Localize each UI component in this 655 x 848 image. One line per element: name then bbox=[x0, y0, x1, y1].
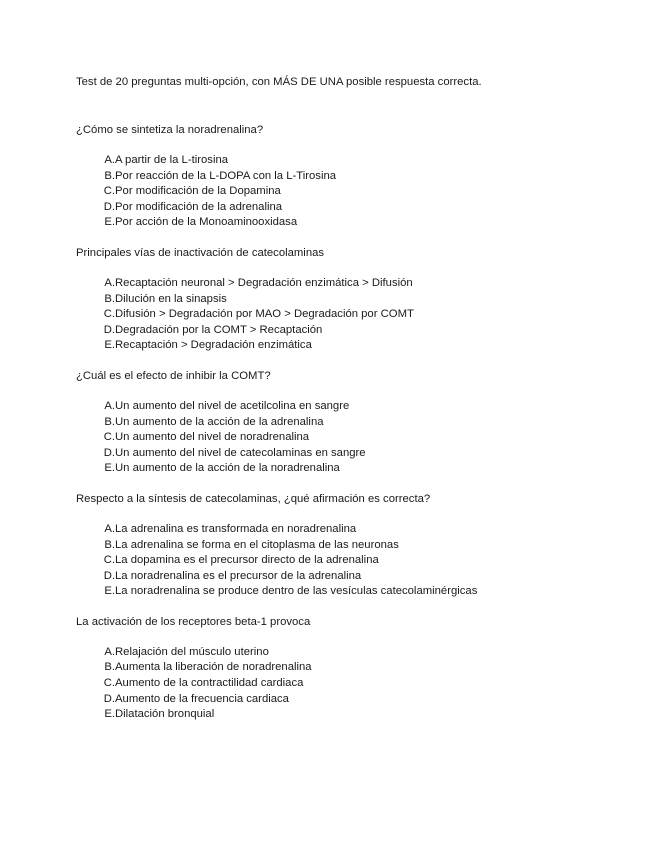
option-text: Un aumento del nivel de acetilcolina en sangre bbox=[115, 399, 350, 412]
option-d bbox=[76, 446, 636, 462]
question-1 bbox=[76, 123, 636, 231]
question-2 bbox=[76, 246, 636, 354]
option-text: Por modificación de la Dopamina bbox=[115, 185, 281, 198]
option-d bbox=[76, 569, 636, 585]
option-text: Por reacción de la L-DOPA con la L-Tirosina bbox=[115, 169, 337, 182]
option-text: A partir de la L-tirosina bbox=[115, 154, 229, 166]
option-text: Un aumento del nivel de noradrenalina bbox=[115, 431, 310, 444]
option-letter: C. bbox=[103, 677, 115, 690]
option-letter: A. bbox=[104, 399, 115, 412]
option-e bbox=[76, 215, 636, 231]
option-letter: A. bbox=[104, 645, 115, 658]
option-letter: C. bbox=[103, 554, 115, 567]
question-4 bbox=[76, 492, 636, 600]
option-b bbox=[76, 538, 636, 554]
question-list bbox=[76, 123, 636, 738]
option-letter: D. bbox=[103, 569, 115, 582]
intro-text: Test de 20 preguntas multi-opción, con MÁS DE UNA posible respuesta correcta. bbox=[76, 76, 482, 88]
option-text: Aumento de la frecuencia cardiaca bbox=[115, 692, 289, 705]
option-letter: D. bbox=[103, 323, 115, 336]
option-text: Dilatación bronquial bbox=[115, 708, 215, 721]
option-d bbox=[76, 200, 636, 216]
option-text: Recaptación > Degradación enzimática bbox=[115, 339, 312, 352]
option-b bbox=[76, 292, 636, 308]
option-text: Un aumento del nivel de catecolaminas en sangre bbox=[115, 446, 366, 459]
option-letter: A. bbox=[104, 154, 115, 166]
option-letter: B. bbox=[104, 538, 115, 551]
option-letter: E. bbox=[104, 216, 115, 229]
option-e bbox=[76, 338, 636, 354]
option-c bbox=[76, 307, 636, 323]
option-d bbox=[76, 692, 636, 708]
option-text: La adrenalina se forma en el citoplasma de las neuronas bbox=[115, 538, 399, 551]
option-a bbox=[76, 399, 636, 415]
question-text: Respecto a la síntesis de catecolaminas, ¿qué afirmación es correcta? bbox=[76, 492, 431, 505]
option-c bbox=[76, 553, 636, 569]
option-letter: D. bbox=[103, 446, 115, 459]
option-text: La noradrenalina es el precursor de la adrenalina bbox=[115, 569, 362, 582]
option-text: Difusión > Degradación por MAO > Degradación por COMT bbox=[115, 308, 414, 321]
option-d bbox=[76, 323, 636, 339]
option-letter: E. bbox=[104, 585, 115, 598]
option-text: La noradrenalina se produce dentro de las vesículas catecolaminérgicas bbox=[115, 585, 478, 598]
option-a bbox=[76, 522, 636, 538]
option-text: Aumenta la liberación de noradrenalina bbox=[115, 661, 312, 674]
question-text: ¿Cómo se sintetiza la noradrenalina? bbox=[76, 124, 264, 136]
option-text: Relajación del músculo uterino bbox=[115, 645, 269, 658]
option-b bbox=[76, 660, 636, 676]
option-b bbox=[76, 415, 636, 431]
option-letter: D. bbox=[103, 200, 115, 213]
option-text: Por acción de la Monoaminooxidasa bbox=[115, 216, 298, 229]
option-letter: B. bbox=[104, 661, 115, 674]
option-list bbox=[76, 645, 636, 723]
option-letter: D. bbox=[103, 692, 115, 705]
option-a bbox=[76, 276, 636, 292]
option-text: Degradación por la COMT > Recaptación bbox=[115, 323, 323, 336]
option-text: Recaptación neuronal > Degradación enzimática > Difusión bbox=[115, 276, 413, 289]
question-text: ¿Cuál es el efecto de inhibir la COMT? bbox=[76, 369, 271, 382]
question-text: La activación de los receptores beta-1 provoca bbox=[76, 615, 311, 628]
option-letter: C. bbox=[103, 431, 115, 444]
option-text: Dilución en la sinapsis bbox=[115, 292, 227, 305]
option-letter: B. bbox=[104, 169, 115, 182]
option-a bbox=[76, 153, 636, 169]
option-b bbox=[76, 169, 636, 185]
option-e bbox=[76, 707, 636, 723]
option-c bbox=[76, 430, 636, 446]
option-text: Aumento de la contractilidad cardiaca bbox=[115, 677, 304, 690]
option-text: Por modificación de la adrenalina bbox=[115, 200, 283, 213]
option-letter: B. bbox=[104, 292, 115, 305]
option-text: Un aumento de la acción de la noradrenalina bbox=[115, 462, 340, 475]
option-letter: C. bbox=[103, 185, 115, 198]
question-5 bbox=[76, 615, 636, 723]
question-3 bbox=[76, 369, 636, 477]
option-text: La adrenalina es transformada en noradrenalina bbox=[115, 522, 357, 535]
option-list bbox=[76, 153, 636, 231]
option-list bbox=[76, 276, 636, 354]
option-c bbox=[76, 184, 636, 200]
option-letter: E. bbox=[104, 708, 115, 721]
question-text: Principales vías de inactivación de catecolaminas bbox=[76, 246, 325, 259]
option-letter: E. bbox=[104, 339, 115, 352]
option-list bbox=[76, 399, 636, 477]
option-a bbox=[76, 645, 636, 661]
option-text: Un aumento de la acción de la adrenalina bbox=[115, 415, 324, 428]
option-letter: A. bbox=[104, 522, 115, 535]
option-c bbox=[76, 676, 636, 692]
option-letter: C. bbox=[103, 308, 115, 321]
option-list bbox=[76, 522, 636, 600]
option-letter: E. bbox=[104, 462, 115, 475]
option-e bbox=[76, 461, 636, 477]
option-text: La dopamina es el precursor directo de la adrenalina bbox=[115, 554, 379, 567]
option-letter: B. bbox=[104, 415, 115, 428]
option-letter: A. bbox=[104, 276, 115, 289]
option-e bbox=[76, 584, 636, 600]
